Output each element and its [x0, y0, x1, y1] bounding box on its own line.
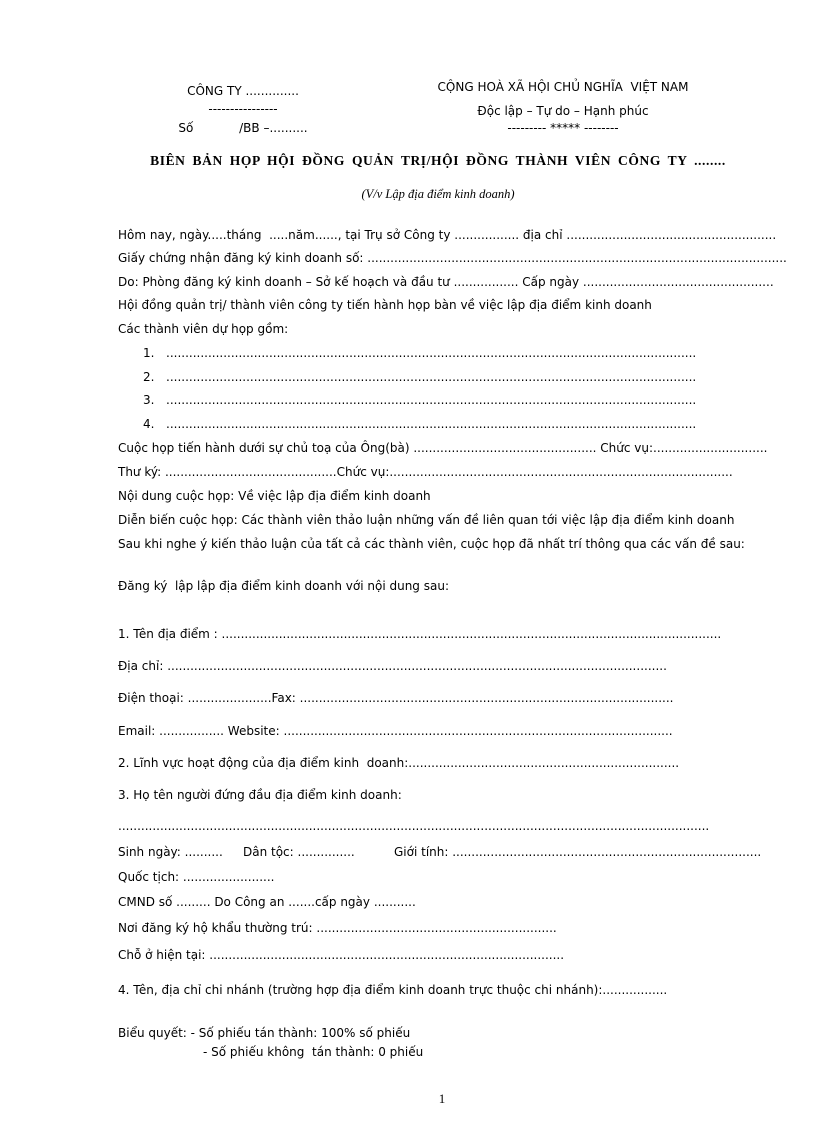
intro-business-certificate: Giấy chứng nhận đăng ký kinh doanh số: ..............................................................................................................: [118, 251, 787, 265]
intro-meeting-purpose: Hội đồng quản trị/ thành viên công ty tiến hành họp bàn về việc lập địa điểm kinh doanh: [118, 298, 652, 312]
field-nationality: Quốc tịch: ........................: [118, 870, 275, 884]
vote-approve: Biểu quyết: - Số phiếu tán thành: 100% số phiếu: [118, 1026, 411, 1040]
intro-members-heading: Các thành viên dự họp gồm:: [118, 322, 289, 336]
document-number: Số /BB –..........: [178, 121, 308, 135]
field-phone-fax: Điện thoại: ......................Fax: ..................................................................................................: [118, 691, 674, 705]
page-number: 1: [438, 1091, 446, 1106]
motto-rule: --------- ***** --------: [507, 121, 619, 135]
field-ethnicity: Dân tộc: ...............: [243, 845, 355, 859]
meeting-agreement: Sau khi nghe ý kiến thảo luận của tất cả các thành viên, cuộc họp đã nhất trí thông qua các vấn đề sau:: [118, 537, 745, 551]
member-line: ...........................................................................................................................................: [166, 393, 697, 407]
register-heading: Đăng ký lập lập địa điểm kinh doanh với nội dung sau:: [118, 579, 449, 593]
field-gender: Giới tính: .................................................................................: [394, 845, 762, 859]
document-title: BIÊN BẢN HỌP HỘI ĐỒNG QUẢN TRỊ/HỘI ĐỒNG THÀNH VIÊN CÔNG TY ........: [150, 153, 726, 168]
national-motto: Độc lập – Tự do – Hạnh phúc: [477, 104, 649, 118]
member-line: ...........................................................................................................................................: [166, 346, 697, 360]
field-email-website: Email: ................. Website: ......................................................................................................: [118, 724, 673, 738]
field-business-field: 2. Lĩnh vực hoạt động của địa điểm kinh doanh:.......................................................................: [118, 756, 680, 770]
meeting-chair: Cuộc họp tiến hành dưới sự chủ toạ của Ông(bà) ................................................ Chức vụ:..............................: [118, 441, 768, 455]
member-line: ...........................................................................................................................................: [166, 417, 697, 431]
meeting-content: Nội dung cuộc họp: Về việc lập địa điểm kinh doanh: [118, 489, 431, 503]
member-number: 1.: [143, 346, 155, 360]
member-number: 4.: [143, 417, 155, 431]
field-branch: 4. Tên, địa chỉ chi nhánh (trường hợp địa điểm kinh doanh trực thuộc chi nhánh):.................: [118, 983, 668, 997]
vote-against: - Số phiếu không tán thành: 0 phiếu: [203, 1045, 424, 1059]
intro-issued-by: Do: Phòng đăng ký kinh doanh – Sở kế hoạch và đầu tư ................. Cấp ngày ..................................................: [118, 275, 774, 289]
field-birth-date: Sinh ngày: ..........: [118, 845, 223, 859]
member-number: 2.: [143, 370, 155, 384]
member-line: ...........................................................................................................................................: [166, 370, 697, 384]
intro-date-place: Hôm nay, ngày.....tháng .....năm......, tại Trụ sở Công ty ................. địa chỉ .......................................................: [118, 228, 777, 242]
company-rule: ----------------: [208, 102, 278, 116]
member-number: 3.: [143, 393, 155, 407]
field-head-person: 3. Họ tên người đứng đầu địa điểm kinh doanh:: [118, 788, 402, 802]
field-location-name: 1. Tên địa điểm : ...................................................................................................................................: [118, 627, 722, 641]
meeting-progress: Diễn biến cuộc họp: Các thành viên thảo luận những vấn đề liên quan tới việc lập địa điểm kinh doanh: [118, 513, 735, 527]
field-current-address: Chỗ ở hiện tại: .............................................................................................: [118, 948, 565, 962]
meeting-secretary: Thư ký: .............................................Chức vụ:..........................................................................................: [118, 465, 733, 479]
nation-name: CỘNG HOÀ XÃ HỘI CHỦ NGHĨA VIỆT NAM: [437, 80, 689, 94]
field-permanent-residence: Nơi đăng ký hộ khẩu thường trú: ...............................................................: [118, 921, 557, 935]
field-id-card: CMND số ......... Do Công an .......cấp ngày ...........: [118, 895, 416, 909]
company-name: CÔNG TY ..............: [187, 84, 299, 98]
field-address: Địa chỉ: ...................................................................................................................................: [118, 659, 667, 673]
field-head-person-line: ...........................................................................................................................................................: [118, 819, 710, 833]
document-subtitle: (V/v Lập địa điểm kinh doanh): [361, 187, 515, 201]
